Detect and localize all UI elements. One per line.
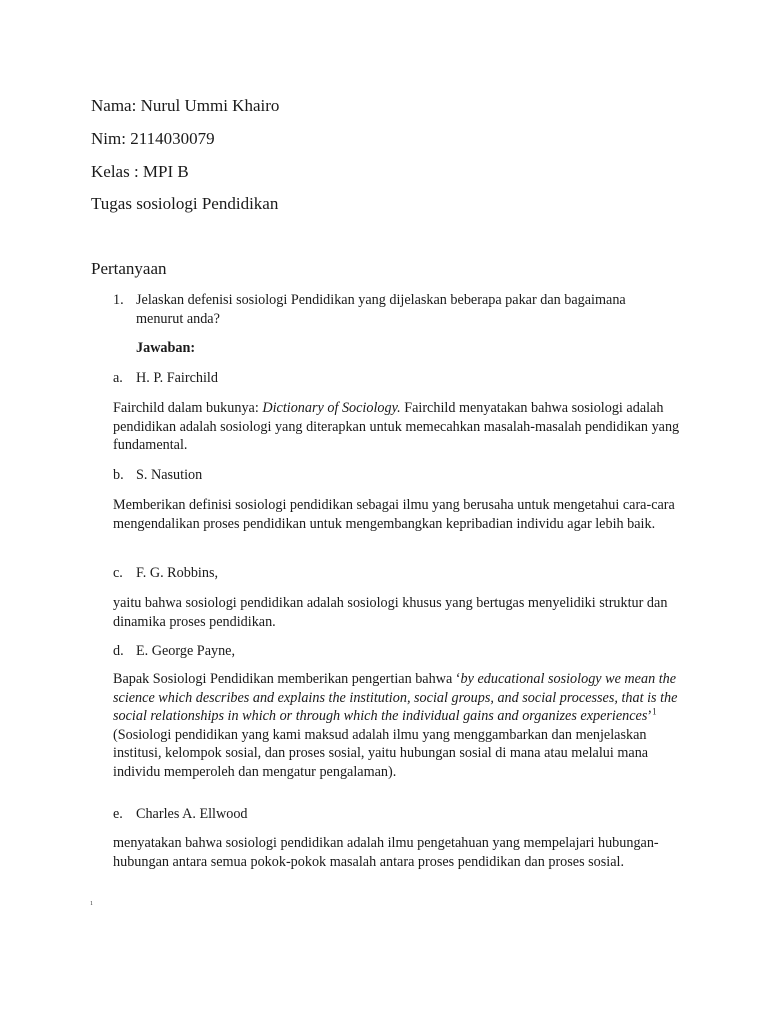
question-number: 1. bbox=[113, 292, 124, 308]
book-title: Dictionary of Sociology. bbox=[262, 400, 401, 416]
item-name: S. Nasution bbox=[136, 467, 203, 483]
paragraph-text: Fairchild dalam bukunya: bbox=[113, 400, 263, 416]
paragraph-text: Fairchild menyatakan bahwa sosiologi adalah pendidikan adalah sosiologi yang diterapkan untuk memecahkan masalah-masalah pendidikan yang fundamental. bbox=[113, 400, 680, 453]
item-letter: b. bbox=[113, 467, 124, 483]
item-d-paragraph bbox=[113, 670, 683, 781]
item-b-paragraph: Memberikan definisi sosiologi pendidikan sebagai ilmu yang berusaha untuk mengetahui cara-cara mengendalikan proses pendidikan untuk mengembangkan kepribadian individu agar lebih baik. bbox=[113, 497, 675, 532]
closing-quote: ’ bbox=[647, 708, 653, 724]
item-letter: a. bbox=[113, 370, 123, 386]
paragraph-text: Bapak Sosiologi Pendidikan memberikan pengertian bahwa ‘ bbox=[113, 671, 461, 687]
paragraph-text: (Sosiologi pendidikan yang kami maksud adalah ilmu yang menggambarkan dan menjelaskan institusi, kelompok sosial, dan proses sosial, yaitu hubungan sosial di mana atau melalui mana individu memperoleh dan mengatur pengalaman). bbox=[113, 726, 649, 780]
item-letter: d. bbox=[113, 643, 124, 659]
assignment-title: Tugas sosiologi Pendidikan bbox=[91, 194, 279, 213]
item-b-heading bbox=[113, 466, 202, 485]
item-letter: e. bbox=[113, 806, 123, 822]
item-a-heading bbox=[113, 369, 218, 388]
item-e-heading bbox=[113, 805, 248, 824]
item-a-paragraph bbox=[113, 399, 683, 455]
item-d-heading bbox=[113, 642, 235, 661]
student-class: Kelas : MPI B bbox=[91, 162, 189, 181]
item-name: F. G. Robbins, bbox=[136, 565, 219, 581]
item-name: Charles A. Ellwood bbox=[136, 806, 248, 822]
question-text: Jelaskan defenisi sosiologi Pendidikan yang dijelaskan beberapa pakar dan bagaimana menurut anda? bbox=[136, 292, 626, 327]
item-c-paragraph: yaitu bahwa sosiologi pendidikan adalah sosiologi khusus yang bertugas menyelidiki struktur dan dinamika proses pendidikan. bbox=[113, 595, 668, 630]
question-1 bbox=[113, 291, 673, 328]
footnote-reference[interactable]: 1 bbox=[652, 706, 657, 717]
student-name: Nama: Nurul Ummi Khairo bbox=[91, 96, 280, 115]
footnote-mark: 1 bbox=[90, 901, 93, 907]
item-name: E. George Payne, bbox=[136, 643, 236, 659]
answer-label: Jawaban: bbox=[136, 340, 196, 356]
quoted-definition: by educational sosiology we mean the science which describes and explains the institution, social groups, and social processes, that is the social relationships in which or through which the individual gains and organizes experiences bbox=[113, 671, 678, 724]
item-name: H. P. Fairchild bbox=[136, 370, 218, 386]
student-nim: Nim: 2114030079 bbox=[91, 129, 215, 148]
item-e-paragraph: menyatakan bahwa sosiologi pendidikan adalah ilmu pengetahuan yang mempelajari hubungan-hubungan antara semua pokok-pokok masalah antara proses pendidikan dan proses sosial. bbox=[113, 835, 659, 870]
section-title: Pertanyaan bbox=[91, 259, 167, 278]
item-letter: c. bbox=[113, 565, 123, 581]
item-c-heading bbox=[113, 564, 218, 583]
